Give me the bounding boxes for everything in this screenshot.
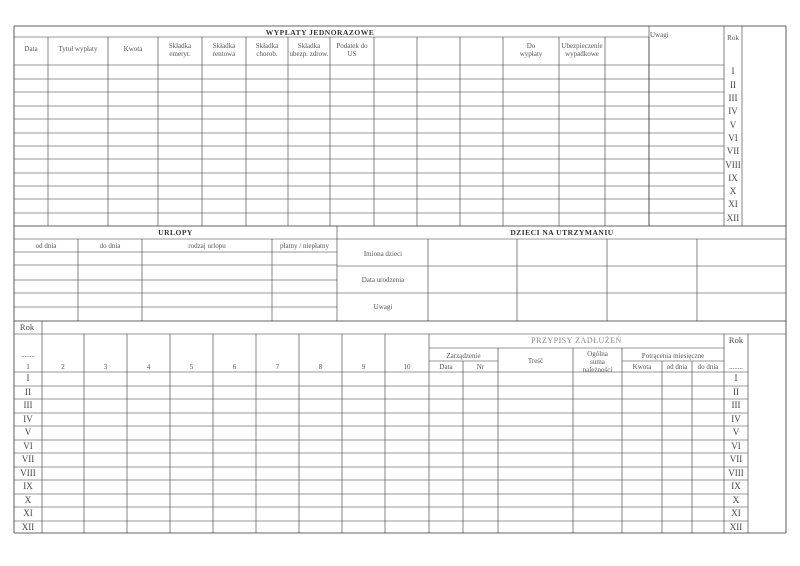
month-label: III <box>23 400 33 410</box>
month-label: III <box>728 93 738 103</box>
monthly-deductions-header: Potrącenia miesięczne <box>641 352 705 360</box>
column-number: 6 <box>232 363 237 371</box>
month-label: IV <box>731 414 741 424</box>
children-remarks-label: Uwagi <box>373 303 393 311</box>
month-label: I <box>26 373 30 383</box>
deduction-from-header: od dnia <box>666 363 688 371</box>
month-label: VII <box>21 454 35 464</box>
month-label: V <box>729 120 737 130</box>
col-header-disability-contribution: Składka rentowa <box>212 42 236 58</box>
col-header-income-tax: Podatek do US <box>336 42 368 58</box>
bottom-year-dots: ........ <box>21 351 35 359</box>
col-header-payment-title: Tytuł wypłaty <box>58 45 98 53</box>
month-label: XII <box>21 522 35 532</box>
column-number: 2 <box>61 363 65 371</box>
column-number: 7 <box>275 363 280 371</box>
column-number: 4 <box>146 363 151 371</box>
month-label: I <box>731 66 735 76</box>
col-header-pension-contribution: Składka emeryt. <box>168 42 192 58</box>
content-header: Treść <box>527 357 544 365</box>
leave-to-header: do dnia <box>99 242 121 250</box>
month-label: XI <box>728 199 738 209</box>
leave-type-header: rodzaj urlopu <box>188 242 226 250</box>
column-number: 9 <box>361 363 366 371</box>
total-due-header: Ogólna suma należności <box>582 350 613 374</box>
order-nr-header: Nr <box>476 363 485 371</box>
month-label: VIII <box>20 468 36 478</box>
month-label: V <box>24 427 32 437</box>
month-label: VIII <box>728 468 744 478</box>
children-birthdate-label: Data urodzenia <box>361 276 405 284</box>
month-label: II <box>733 387 739 397</box>
col-header-amount: Kwota <box>123 45 143 53</box>
month-label: IX <box>23 481 33 491</box>
col-header-health-contribution: Składka ubezp. zdrow. <box>289 42 329 58</box>
right-year-header: Rok <box>728 335 744 345</box>
month-label: II <box>730 80 736 90</box>
col-header-net-payout: Do wypłaty <box>519 42 543 58</box>
children-names-label: Imiona dzieci <box>363 250 403 258</box>
order-header: Zarządzenie <box>446 352 481 360</box>
column-number: 10 <box>403 363 411 371</box>
month-label: VI <box>23 441 33 451</box>
column-number: 8 <box>318 363 323 371</box>
remarks-header: Uwagi <box>650 31 669 39</box>
month-label: I <box>734 373 738 383</box>
one-time-payments-title: WYPŁATY JEDNORAZOWE <box>265 28 375 37</box>
month-label: V <box>732 427 740 437</box>
month-label: X <box>24 495 32 505</box>
month-label: IV <box>23 414 33 424</box>
month-label: XII <box>726 213 740 223</box>
bottom-year-header: Rok <box>19 322 35 332</box>
deduction-to-header: do dnia <box>697 363 719 371</box>
month-label: IX <box>731 481 741 491</box>
month-label: VIII <box>725 160 741 170</box>
month-label: II <box>25 387 31 397</box>
month-label: VII <box>726 146 740 156</box>
month-label: XI <box>23 508 33 518</box>
month-label: XI <box>731 508 741 518</box>
month-label: X <box>732 495 740 505</box>
children-title: DZIECI NA UTRZYMANIU <box>510 228 614 237</box>
month-label: VI <box>731 441 741 451</box>
column-number: 3 <box>103 363 108 371</box>
leave-title: URLOPY <box>158 228 193 237</box>
month-label: IV <box>728 106 738 116</box>
month-label: III <box>731 400 741 410</box>
debts-title: PRZYPISY ZADŁUŻEŃ <box>531 336 622 345</box>
deduction-amount-header: Kwota <box>632 363 652 371</box>
month-label: IX <box>728 173 738 183</box>
col-header-sickness-contribution: Składka chorob. <box>255 42 279 58</box>
month-label: X <box>729 186 737 196</box>
col-header-accident-insurance: Ubezpieczenie wypadkowe <box>561 42 603 58</box>
col-header-date: Data <box>24 45 38 53</box>
column-number: 5 <box>189 363 194 371</box>
month-label: VI <box>728 133 738 143</box>
month-label: XII <box>729 522 743 532</box>
right-year-dots: ........ <box>729 363 743 371</box>
column-number: 1 <box>26 363 30 371</box>
year-header: Rok <box>727 34 739 42</box>
leave-paid-header: płatny / niepłatny <box>280 242 329 250</box>
order-date-header: Data <box>439 363 453 371</box>
leave-from-header: od dnia <box>35 242 57 250</box>
month-label: VII <box>729 454 743 464</box>
